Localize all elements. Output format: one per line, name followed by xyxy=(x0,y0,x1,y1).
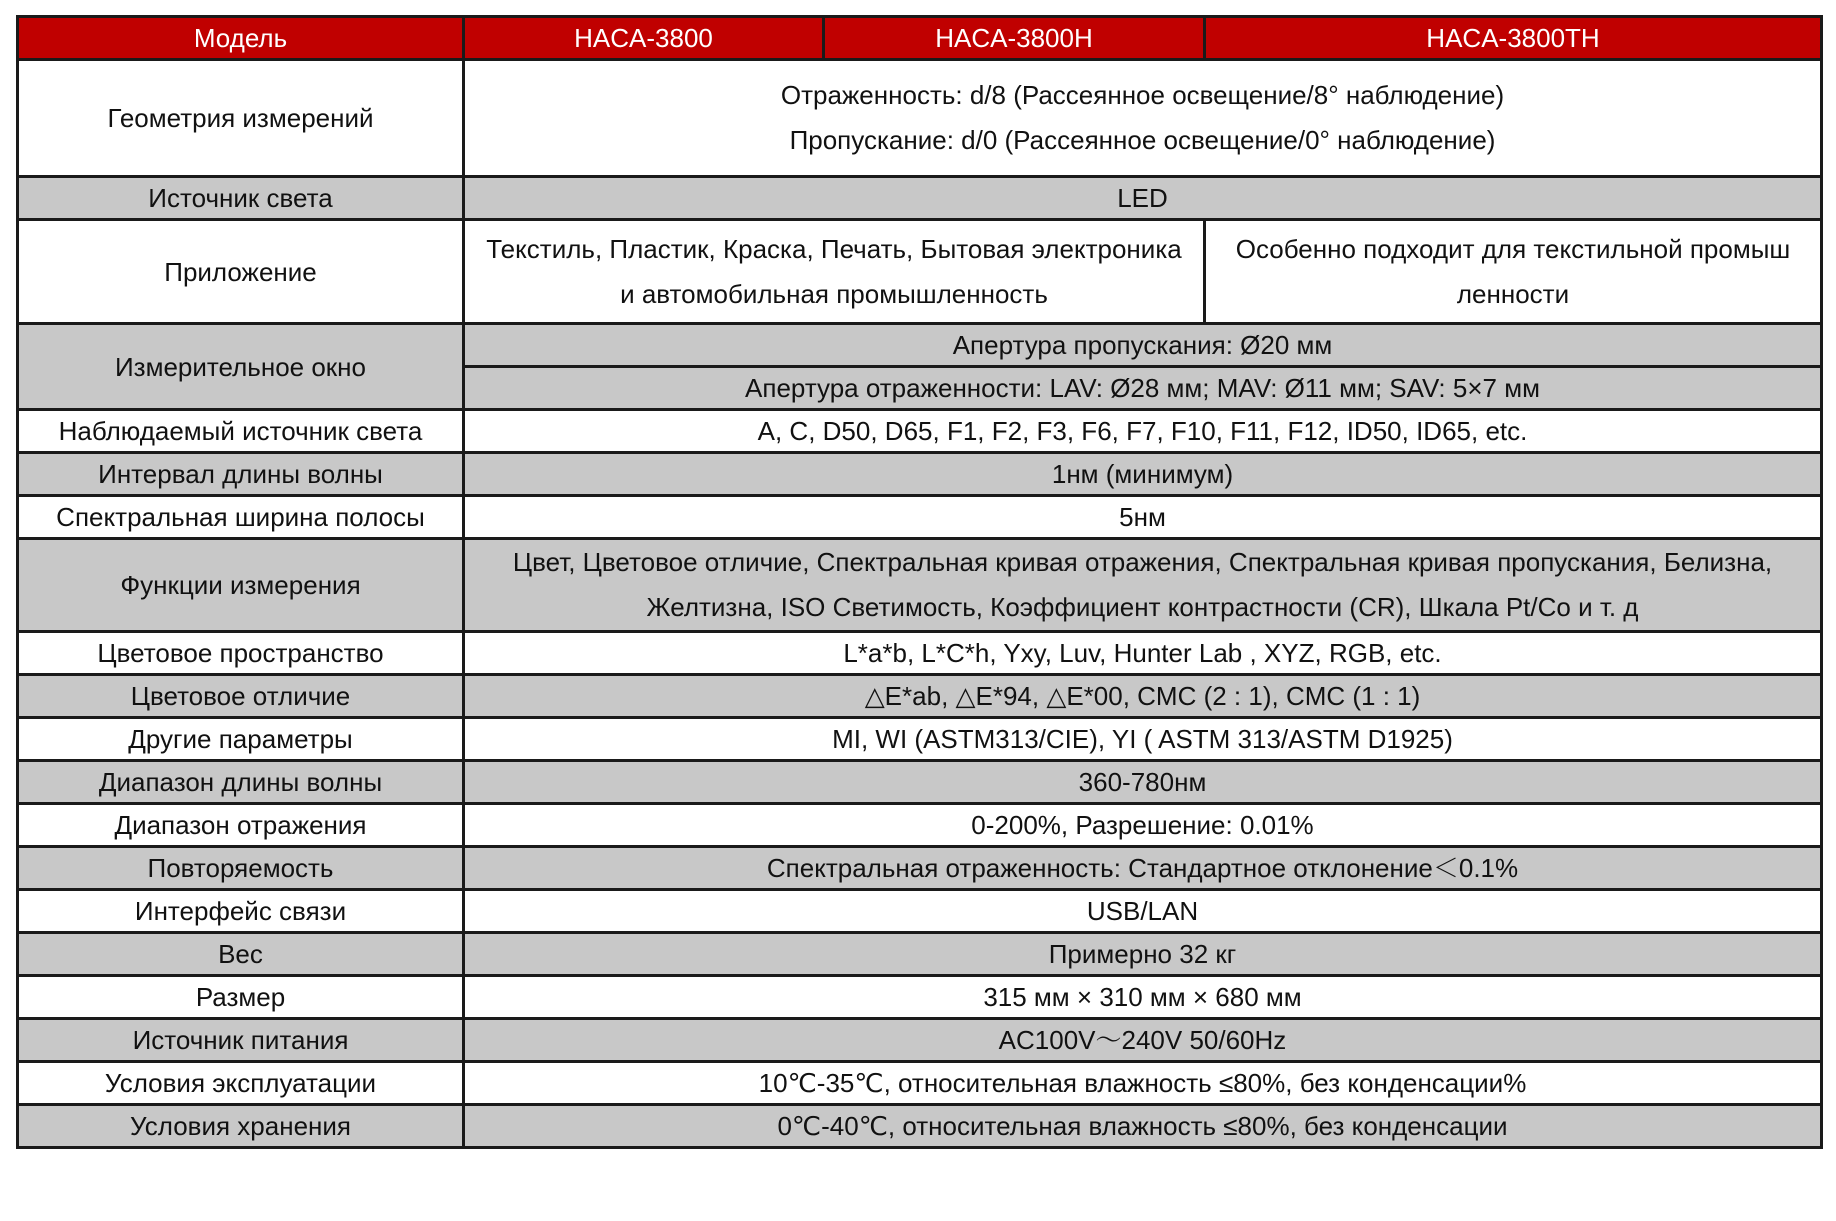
row-color-space xyxy=(18,632,1822,675)
row-label: Повторяемость xyxy=(18,847,464,890)
header-model-2: HACA-3800H xyxy=(824,17,1205,60)
row-value xyxy=(464,539,1822,632)
application-general-line2: и автомобильная промышленность xyxy=(620,278,1048,309)
row-value: 360-780нм xyxy=(464,761,1822,804)
row-wavelength-range xyxy=(18,761,1822,804)
row-label: Измерительное окно xyxy=(18,324,464,410)
row-label: Интерфейс связи xyxy=(18,890,464,933)
row-interface xyxy=(18,890,1822,933)
row-other-params xyxy=(18,718,1822,761)
row-value: L*a*b, L*C*h, Yxy, Luv, Hunter Lab , XYZ, RGB, etc. xyxy=(464,632,1822,675)
row-value: USB/LAN xyxy=(464,890,1822,933)
row-light-source xyxy=(18,177,1822,220)
row-illuminant xyxy=(18,410,1822,453)
row-value: MI, WI (ASTM313/CIE), YI ( ASTM 313/ASTM D1925) xyxy=(464,718,1822,761)
spec-table-container xyxy=(16,15,1820,1149)
row-label: Источник света xyxy=(18,177,464,220)
row-weight xyxy=(18,933,1822,976)
row-label: Интервал длины волны xyxy=(18,453,464,496)
row-label: Цветовое пространство xyxy=(18,632,464,675)
row-value: Примерно 32 кг xyxy=(464,933,1822,976)
row-value xyxy=(464,60,1822,177)
header-model-1: HACA-3800 xyxy=(464,17,824,60)
row-value: 5нм xyxy=(464,496,1822,539)
row-value: Спектральная отраженность: Стандартное отклонение＜0.1% xyxy=(464,847,1822,890)
row-repeatability xyxy=(18,847,1822,890)
row-label: Размер xyxy=(18,976,464,1019)
window-transmission-value: Апертура пропускания: Ø20 мм xyxy=(464,324,1822,367)
row-label: Спектральная ширина полосы xyxy=(18,496,464,539)
row-label: Приложение xyxy=(18,220,464,324)
geometry-reflection: Отраженность: d/8 (Рассеянное освещение/8° наблюдение) xyxy=(780,80,1505,110)
row-bandwidth xyxy=(18,496,1822,539)
row-operating-conditions xyxy=(18,1062,1822,1105)
row-value: AC100V～240V 50/60Hz xyxy=(464,1019,1822,1062)
header-model-3: HACA-3800TH xyxy=(1205,17,1822,60)
row-value: 0-200%, Разрешение: 0.01% xyxy=(464,804,1822,847)
application-textile xyxy=(1205,220,1822,324)
row-value: LED xyxy=(464,177,1822,220)
row-label: Цветовое отличие xyxy=(18,675,464,718)
header-row xyxy=(18,17,1822,60)
application-textile-line2: ленности xyxy=(1456,278,1570,309)
row-label: Источник питания xyxy=(18,1019,464,1062)
application-general-line1: Текстиль, Пластик, Краска, Печать, Бытовая электроника xyxy=(486,233,1182,264)
row-functions xyxy=(18,539,1822,632)
application-textile-line1: Особенно подходит для текстильной промыш xyxy=(1235,233,1791,264)
row-value: 315 мм × 310 мм × 680 мм xyxy=(464,976,1822,1019)
row-value: A, C, D50, D65, F1, F2, F3, F6, F7, F10, F11, F12, ID50, ID65, etc. xyxy=(464,410,1822,453)
row-window-transmission xyxy=(18,324,1822,367)
functions-line1: Цвет, Цветовое отличие, Спектральная кривая отражения, Спектральная кривая пропускания, Белизна, xyxy=(512,547,1773,577)
row-size xyxy=(18,976,1822,1019)
row-label: Диапазон длины волны xyxy=(18,761,464,804)
row-label: Наблюдаемый источник света xyxy=(18,410,464,453)
row-application xyxy=(18,220,1822,324)
row-value: △E*ab, △E*94, △E*00, CMC (2 : 1), CMC (1 : 1) xyxy=(464,675,1822,718)
application-general xyxy=(464,220,1205,324)
row-label: Условия эксплуатации xyxy=(18,1062,464,1105)
row-wavelength-interval xyxy=(18,453,1822,496)
row-value: 0℃-40℃, относительная влажность ≤80%, без конденсации xyxy=(464,1105,1822,1148)
row-label: Вес xyxy=(18,933,464,976)
row-label: Условия хранения xyxy=(18,1105,464,1148)
row-storage-conditions xyxy=(18,1105,1822,1148)
spec-table xyxy=(16,15,1823,1149)
row-color-difference xyxy=(18,675,1822,718)
row-geometry xyxy=(18,60,1822,177)
row-value: 1нм (минимум) xyxy=(464,453,1822,496)
functions-line2: Желтизна, ISO Светимость, Коэффициент контрастности (CR), Шкала Pt/Co и т. д xyxy=(646,592,1639,622)
row-reflection-range xyxy=(18,804,1822,847)
row-label: Диапазон отражения xyxy=(18,804,464,847)
row-label: Другие параметры xyxy=(18,718,464,761)
row-power xyxy=(18,1019,1822,1062)
geometry-transmission: Пропускание: d/0 (Рассеянное освещение/0° наблюдение) xyxy=(789,125,1496,155)
row-value: 10℃-35℃, относительная влажность ≤80%, без конденсации% xyxy=(464,1062,1822,1105)
window-reflection-value: Апертура отраженности: LAV: Ø28 мм; MAV: Ø11 мм; SAV: 5×7 мм xyxy=(464,367,1822,410)
row-label: Геометрия измерений xyxy=(18,60,464,177)
header-model-label: Модель xyxy=(18,17,464,60)
row-label: Функции измерения xyxy=(18,539,464,632)
